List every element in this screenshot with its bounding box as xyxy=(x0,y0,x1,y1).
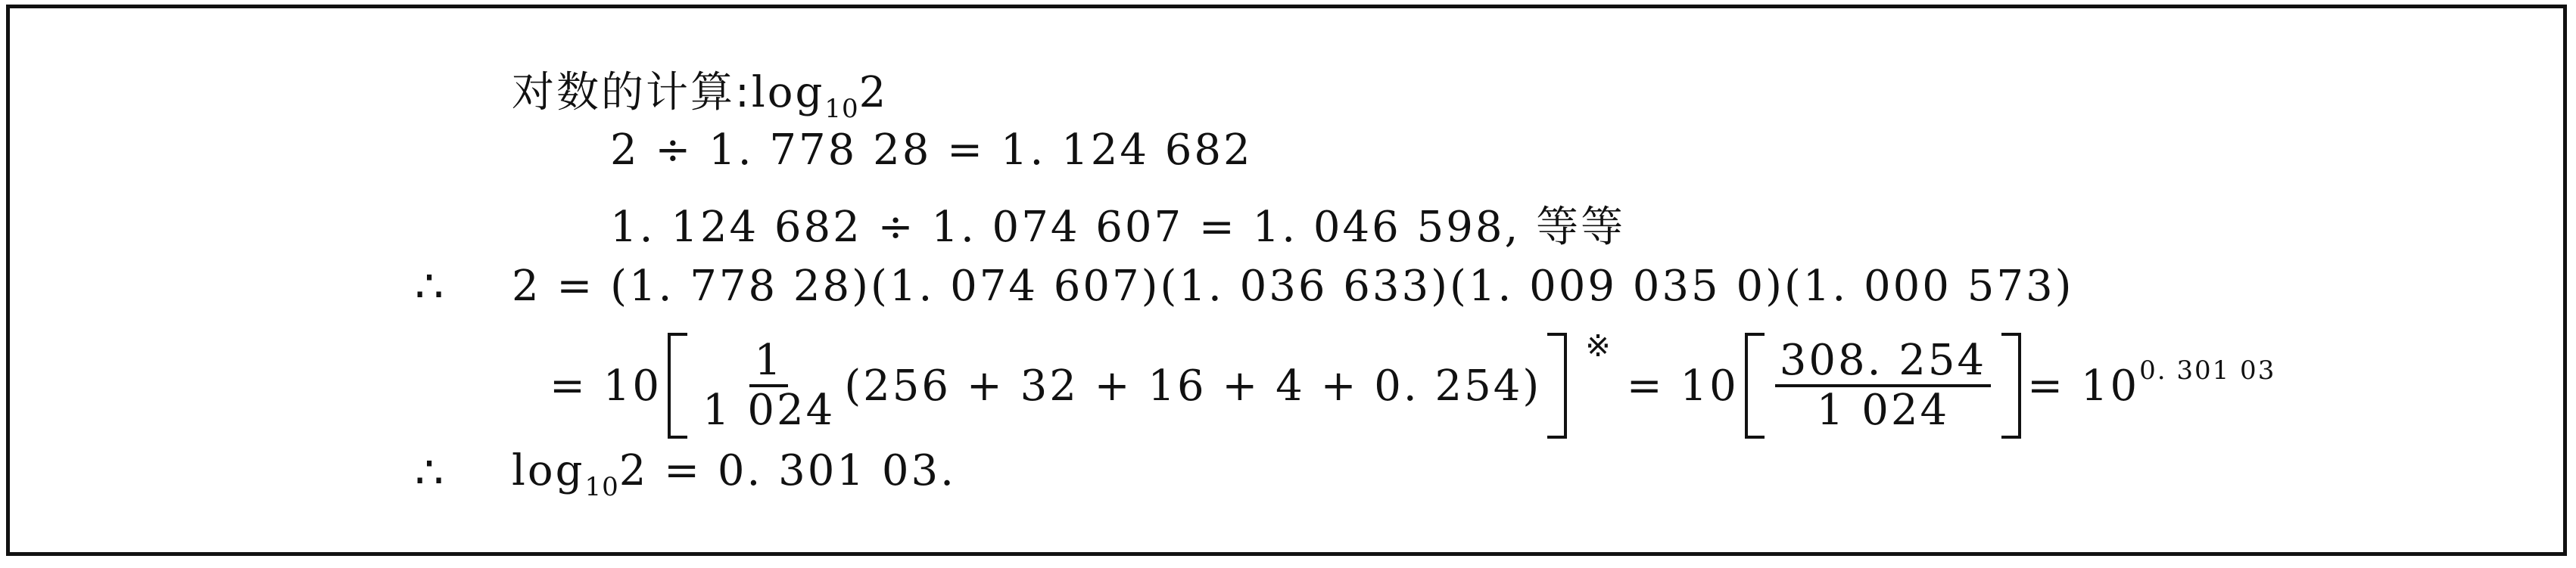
left-bracket xyxy=(668,333,687,439)
right-bracket-2 xyxy=(2001,333,2021,439)
title-log-argument: 2 xyxy=(858,68,889,117)
power-exponent: 0. 301 03 xyxy=(2139,355,2276,386)
title-log: log xyxy=(751,68,825,117)
result-log: log xyxy=(512,446,585,495)
division-step-2: 1. 124 682 ÷ 1. 074 607 = 1. 046 598, 等等 xyxy=(610,203,1626,252)
fraction-denominator: 1 024 xyxy=(702,386,836,435)
title-label: 对数的计算: xyxy=(512,68,752,117)
therefore-symbol: ∴ xyxy=(415,260,444,313)
division-step-1: 2 ÷ 1. 778 28 = 1. 124 682 xyxy=(610,126,1253,175)
power-expansion xyxy=(550,329,2276,439)
sum-expression: (256 + 32 + 16 + 4 + 0. 254) xyxy=(844,361,1542,411)
equals-ten-prefix: = 10 xyxy=(550,361,662,411)
section-title xyxy=(512,59,889,124)
final-result xyxy=(512,446,956,502)
fraction-numerator: 1 xyxy=(749,337,788,387)
left-bracket-2 xyxy=(1745,333,1765,439)
title-log-subscript: 10 xyxy=(824,94,859,124)
fraction-result-denominator: 1 024 xyxy=(1816,386,1950,435)
fraction-one-over-1024 xyxy=(698,337,839,434)
fraction-result-numerator: 308. 254 xyxy=(1775,337,1991,387)
therefore-symbol-2: ∴ xyxy=(415,446,444,499)
footnote-mark: ※ xyxy=(1585,329,1613,364)
equals-ten-end: = 10 xyxy=(2027,361,2140,411)
equals-ten-mid: = 10 xyxy=(1626,361,1739,411)
right-bracket xyxy=(1547,333,1567,439)
fraction-result xyxy=(1775,337,1991,434)
product-equation: 2 = (1. 778 28)(1. 074 607)(1. 036 633)(1. 009 035 0)(1. 000 573) xyxy=(512,262,2074,311)
result-log-subscript: 10 xyxy=(584,472,619,502)
result-value: 2 = 0. 301 03. xyxy=(618,446,956,495)
